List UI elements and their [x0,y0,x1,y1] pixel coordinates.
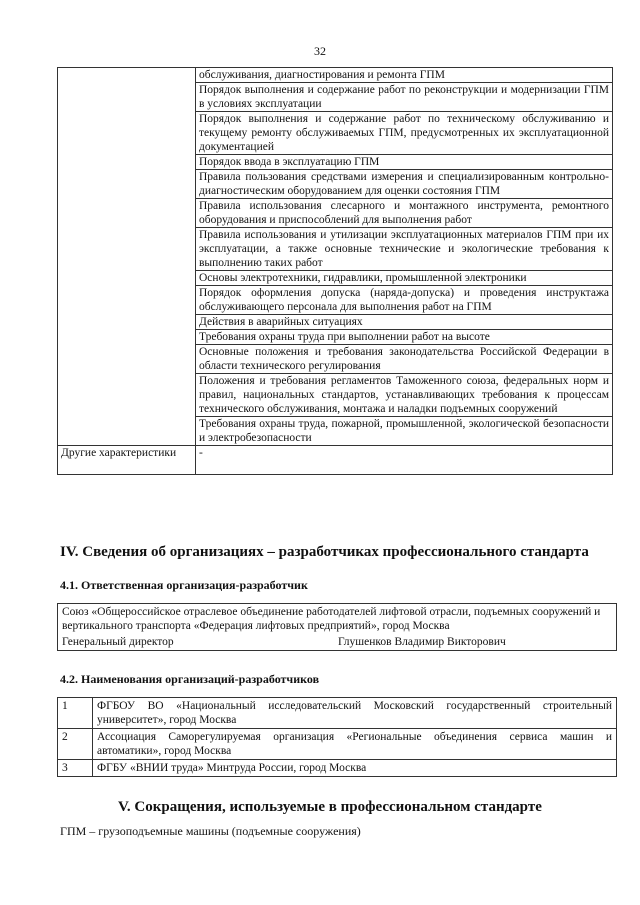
section-5-title: V. Сокращения, используемые в профессиональном стандарте [118,799,542,815]
knowledge-item: Порядок выполнения и содержание работ по реконструкции и модернизации ГПМ в условиях эксплуатации [196,83,613,112]
section-4-1-title: 4.1. Ответственная организация-разработчик [60,578,308,592]
knowledge-label-cell [58,68,196,446]
developer-row [58,729,617,760]
knowledge-item: Положения и требования регламентов Таможенного союза, федеральных норм и правил, национальных стандартов, устанавливающих требования к процессам технического обслуживания, монтажа и наладки подъемных сооружений [196,374,613,417]
knowledge-item: Основные положения и требования законодательства Российской Федерации в области технического регулирования [196,345,613,374]
developer-number: 3 [58,760,93,777]
other-characteristics-row [58,446,613,475]
knowledge-item: обслуживания, диагностирования и ремонта ГПМ [196,68,613,83]
section-4-title: IV. Сведения об организациях – разработчиках профессионального стандарта [60,544,589,560]
other-characteristics-label: Другие характеристики [58,446,196,475]
director-row [58,634,617,651]
developer-number: 2 [58,729,93,760]
knowledge-item: Порядок оформления допуска (наряда-допуска) и проведения инструктажа обслуживающего персонала для выполнения работ на ГПМ [196,286,613,315]
knowledge-item: Правила использования слесарного и монтажного инструмента, ремонтного оборудования и приспособлений для выполнения работ [196,199,613,228]
knowledge-item: Порядок выполнения и содержание работ по техническому обслуживанию и текущему ремонту обслуживаемых ГПМ, предусмотренных их эксплуатационной документацией [196,112,613,155]
abbreviation-gpm: ГПМ – грузоподъемные машины (подъемные сооружения) [60,824,361,838]
section-4-2-title: 4.2. Наименования организаций-разработчиков [60,672,320,686]
knowledge-item: Порядок ввода в эксплуатацию ГПМ [196,155,613,170]
knowledge-item: Основы электротехники, гидравлики, промышленной электроники [196,271,613,286]
knowledge-row [58,68,613,83]
developer-number: 1 [58,698,93,729]
developer-name: ФГБУ «ВНИИ труда» Минтруда России, город Москва [93,760,617,777]
developer-name: Ассоциация Саморегулируемая организация «Региональные объединения сервиса машин и автоматики», город Москва [93,729,617,760]
other-characteristics-value: - [196,446,613,475]
knowledge-item: Требования охраны труда при выполнении работ на высоте [196,330,613,345]
responsible-organization-name: Союз «Общероссийское отраслевое объединение работодателей лифтовой отрасли, подъемных сооружений и вертикального транспорта «Федерация лифтовых предприятий», город Москва [58,604,617,635]
developer-row [58,698,617,729]
director-name: Глушенков Владимир Викторович [338,636,506,648]
developer-name: ФГБОУ ВО «Национальный исследовательский Московский государственный строительный университет», город Москва [93,698,617,729]
developer-row [58,760,617,777]
page-number: 32 [314,44,326,58]
director-title: Генеральный директор [62,636,174,648]
knowledge-item: Требования охраны труда, пожарной, промышленной, экологической безопасности и электробезопасности [196,417,613,446]
developer-organizations-table [57,697,617,777]
knowledge-item: Действия в аварийных ситуациях [196,315,613,330]
responsible-organization-table [57,603,617,651]
knowledge-item: Правила пользования средствами измерения и специализированным контрольно-диагностическим оборудованием для оценки состояния ГПМ [196,170,613,199]
knowledge-item: Правила использования и утилизации эксплуатационных материалов ГПМ при их эксплуатации, а также основные технические и экологические требования к выполнению таких работ [196,228,613,271]
required-knowledge-table [57,67,613,475]
